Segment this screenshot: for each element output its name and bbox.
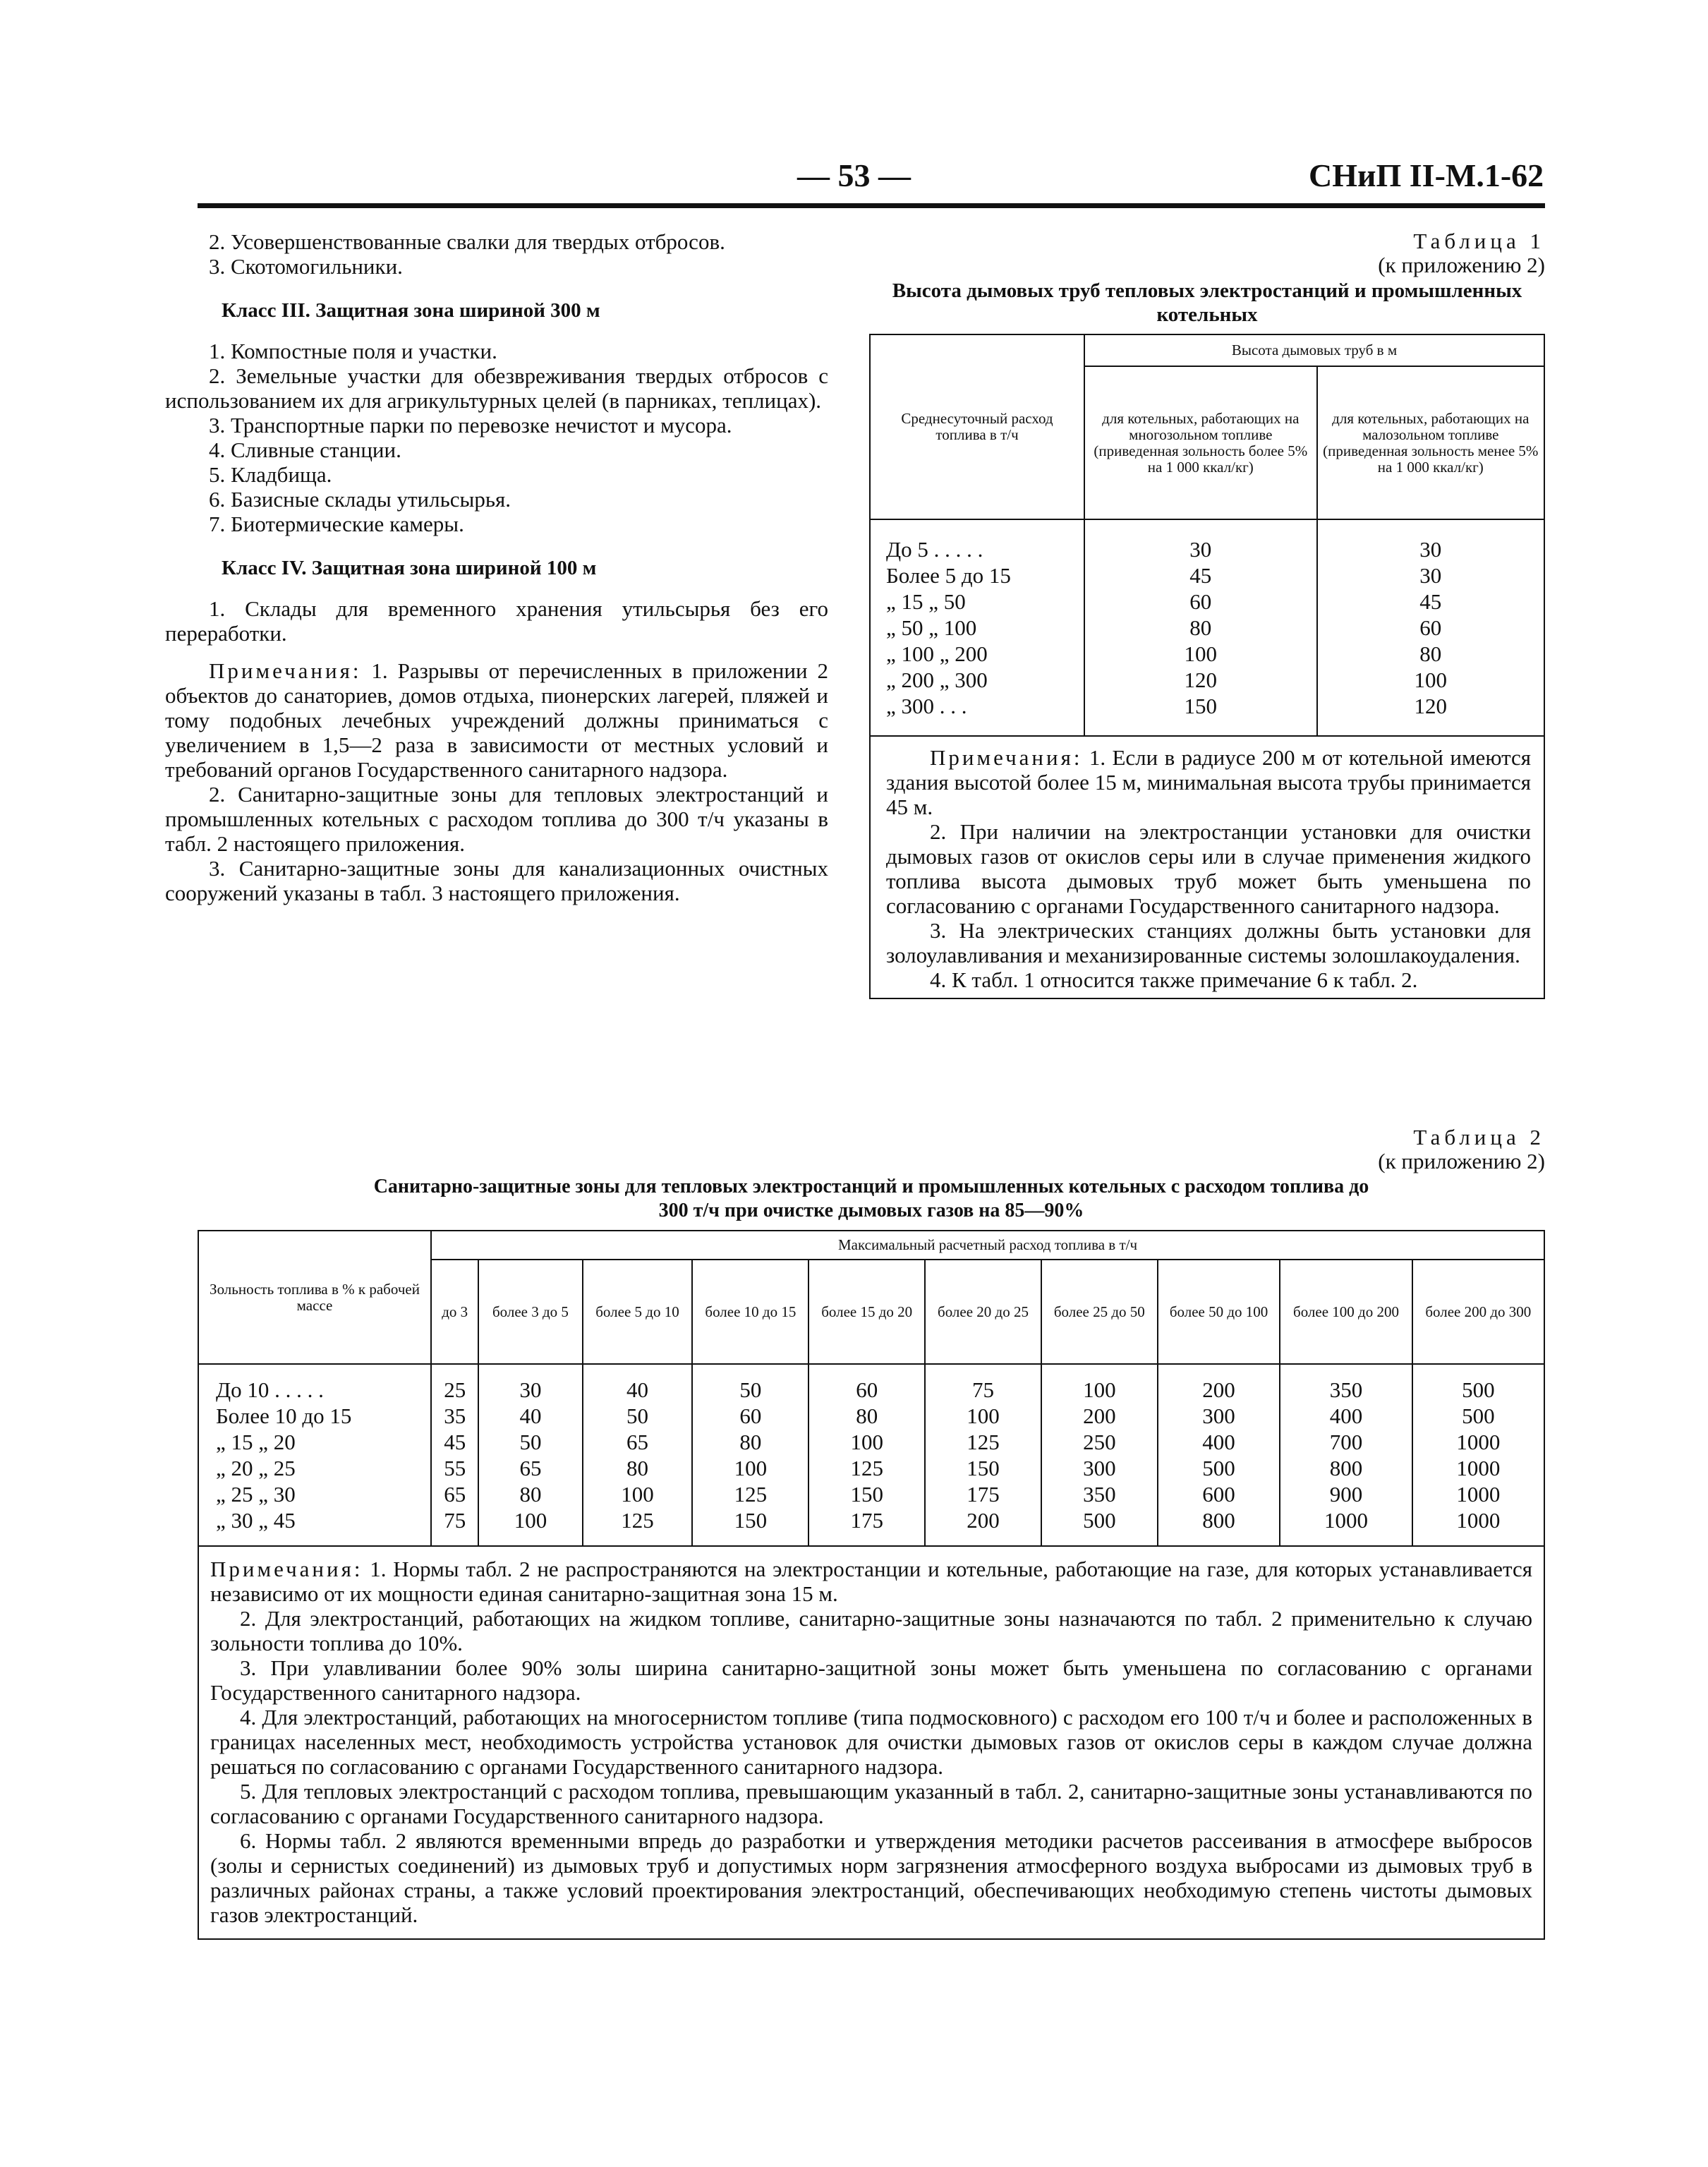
row-label: „ 300 . . .: [870, 693, 1084, 736]
list-item: 1. Склады для временного хранения утильсырья без его переработки.: [165, 596, 828, 646]
header-rule: [198, 203, 1545, 208]
table-row: [870, 641, 1544, 667]
list-item: 2. Земельные участки для обезвреживания твердых отбросов с использованием их для агрикультурных целей (в парниках, теплицах).: [165, 363, 828, 413]
class3-title: Класс III. Защитная зона шириной 300 м: [222, 299, 600, 322]
note-text: 1. Если в радиусе 200 м от котельной имеются здания высотой более 15 м, минимальная высота трубы принимается 45 м.: [886, 745, 1532, 819]
table1-section: [869, 229, 1545, 999]
cell-value: 35: [431, 1403, 478, 1429]
table2-label: Таблица 2: [1413, 1125, 1545, 1149]
row-label: „ 20 „ 25: [198, 1455, 431, 1481]
cell-value: 125: [808, 1455, 925, 1481]
table2-title: [198, 1175, 1545, 1223]
cell-value: 175: [808, 1507, 925, 1546]
row-label: Более 5 до 15: [870, 562, 1084, 588]
cell-value: 60: [1084, 588, 1317, 615]
list-item: 3. Транспортные парки по перевозке нечистот и мусора.: [209, 413, 732, 437]
cell-value: 1000: [1280, 1507, 1412, 1546]
table-row: [198, 1507, 1544, 1546]
note-item: 3. При улавливании более 90% золы ширина санитарно-защитной зоны может быть уменьшена по согласованию с органами Государственного санитарного надзора.: [210, 1655, 1532, 1705]
table-row: [198, 1364, 1544, 1403]
cell-value: 900: [1280, 1481, 1412, 1507]
note-item: 4. Для электростанций, работающих на многосернистом топливе (типа подмосковного) с расходом его 100 т/ч и более и расположенных в границах населенных мест, необходимость устройства установок для очистки дымовых газов от окислов серы в каждом случае должна решаться по согласованию с органами Государственного санитарного надзора.: [210, 1705, 1532, 1779]
cell-value: 100: [1317, 667, 1544, 693]
table2-title-line2: 300 т/ч при очистке дымовых газов на 85—90%: [658, 1200, 1084, 1221]
table-row: [870, 519, 1544, 562]
column-header: более 5 до 10: [583, 1260, 693, 1364]
cell-value: 80: [808, 1403, 925, 1429]
cell-value: 65: [583, 1429, 693, 1455]
cell-value: 40: [583, 1364, 693, 1403]
cell-value: 400: [1280, 1403, 1412, 1429]
table2-col-group: Максимальный расчетный расход топлива в т/ч: [431, 1231, 1544, 1260]
table1-title: Высота дымовых труб тепловых электростанций и промышленных котельных: [892, 279, 1522, 326]
table1: [869, 334, 1545, 999]
list-item: 7. Биотермические камеры.: [209, 512, 464, 536]
table1-row-header: Среднесуточный расход топлива в т/ч: [870, 334, 1084, 519]
cell-value: 600: [1158, 1481, 1280, 1507]
cell-value: 1000: [1412, 1481, 1544, 1507]
cell-value: 1000: [1412, 1507, 1544, 1546]
cell-value: 300: [1158, 1403, 1280, 1429]
table2-row-header: Зольность топлива в % к рабочей массе: [198, 1231, 431, 1364]
notes-label: Примечания:: [930, 745, 1083, 770]
list-item: 2. Усовершенствованные свалки для твердых отбросов.: [209, 229, 725, 254]
column-header: более 50 до 100: [1158, 1260, 1280, 1364]
note-item: 2. Санитарно-защитные зоны для тепловых электростанций и промышленных котельных с расходом топлива до 300 т/ч указаны в табл. 2 настоящего приложения.: [165, 782, 828, 856]
note-item: [210, 1557, 1532, 1606]
column-header: более 20 до 25: [925, 1260, 1041, 1364]
cell-value: 100: [925, 1403, 1041, 1429]
table-row: [870, 562, 1544, 588]
cell-value: 300: [1041, 1455, 1158, 1481]
cell-value: 800: [1158, 1507, 1280, 1546]
cell-value: 120: [1084, 667, 1317, 693]
table1-col-a: для котельных, работающих на многозольном топливе (приведенная зольность более 5% на 1 000 ккал/кг): [1084, 366, 1317, 519]
cell-value: 75: [925, 1364, 1041, 1403]
note-item: 4. К табл. 1 относится также примечание 6 к табл. 2.: [930, 967, 1418, 992]
column-header: более 10 до 15: [692, 1260, 808, 1364]
cell-value: 50: [478, 1429, 582, 1455]
cell-value: 125: [583, 1507, 693, 1546]
cell-value: 80: [1084, 615, 1317, 641]
cell-value: 200: [925, 1507, 1041, 1546]
cell-value: 150: [692, 1507, 808, 1546]
cell-value: 800: [1280, 1455, 1412, 1481]
table1-ref: (к приложению 2): [1378, 253, 1545, 277]
note-item: 5. Для тепловых электростанций с расходом топлива, превышающим указанный в табл. 2, санитарно-защитные зоны устанавливаются по согласованию с органами Государственного санитарного надзора.: [210, 1779, 1532, 1828]
row-label: „ 200 „ 300: [870, 667, 1084, 693]
table1-col-b: для котельных, работающих на малозольном топливе (приведенная зольность менее 5% на 1 000 ккал/кг): [1317, 366, 1544, 519]
cell-value: 200: [1158, 1364, 1280, 1403]
row-label: До 5 . . . . .: [870, 519, 1084, 562]
table-row: [198, 1455, 1544, 1481]
table-row: [198, 1481, 1544, 1507]
column-header: более 200 до 300: [1412, 1260, 1544, 1364]
cell-value: 500: [1412, 1403, 1544, 1429]
cell-value: 100: [692, 1455, 808, 1481]
note-text: 1. Разрывы от перечисленных в приложении 2 объектов до санаториев, домов отдыха, пионерских лагерей, пляжей и тому подобных лечебных учреждений должны приниматься с увеличением в 1,5—2 раза в зависимости от местных условий и требований органов Государственного санитарного надзора.: [165, 658, 829, 782]
cell-value: 60: [808, 1364, 925, 1403]
cell-value: 80: [1317, 641, 1544, 667]
table2-ref: (к приложению 2): [1378, 1149, 1545, 1173]
cell-value: 80: [478, 1481, 582, 1507]
cell-value: 500: [1041, 1507, 1158, 1546]
column-header: более 15 до 20: [808, 1260, 925, 1364]
table2-section: [198, 1125, 1545, 1940]
notes-label: Примечания:: [209, 658, 362, 683]
table-row: [198, 1403, 1544, 1429]
document-code: СНиП II-М.1-62: [1309, 157, 1544, 193]
cell-value: 100: [478, 1507, 582, 1546]
cell-value: 65: [478, 1455, 582, 1481]
list-item: 1. Компостные поля и участки.: [209, 339, 497, 363]
class4-title: Класс IV. Защитная зона шириной 100 м: [222, 557, 597, 579]
cell-value: 30: [1317, 562, 1544, 588]
cell-value: 125: [925, 1429, 1041, 1455]
row-label: „ 25 „ 30: [198, 1481, 431, 1507]
note-item: [165, 658, 828, 782]
cell-value: 60: [692, 1403, 808, 1429]
list-item: 5. Кладбища.: [209, 462, 332, 487]
cell-value: 30: [478, 1364, 582, 1403]
row-label: Более 10 до 15: [198, 1403, 431, 1429]
column-header: более 100 до 200: [1280, 1260, 1412, 1364]
table-row: [870, 615, 1544, 641]
cell-value: 25: [431, 1364, 478, 1403]
row-label: До 10 . . . . .: [198, 1364, 431, 1403]
cell-value: 100: [1084, 641, 1317, 667]
cell-value: 250: [1041, 1429, 1158, 1455]
note-item: 2. При наличии на электростанции установки для очистки дымовых газов от окислов серы или в случае применения жидкого топлива высота дымовых труб может быть уменьшена по согласованию с органами Государственного санитарного надзора.: [886, 819, 1531, 918]
cell-value: 75: [431, 1507, 478, 1546]
cell-value: 45: [1084, 562, 1317, 588]
cell-value: 100: [1041, 1364, 1158, 1403]
column-header: более 3 до 5: [478, 1260, 582, 1364]
cell-value: 700: [1280, 1429, 1412, 1455]
table1-label: Таблица 1: [1413, 229, 1545, 253]
cell-value: 200: [1041, 1403, 1158, 1429]
cell-value: 500: [1158, 1455, 1280, 1481]
cell-value: 50: [583, 1403, 693, 1429]
page-number: — 53 —: [797, 157, 911, 193]
note-item: 3. На электрических станциях должны быть установки для золоулавливания и механизированные системы золошлакоудаления.: [886, 918, 1531, 967]
cell-value: 125: [692, 1481, 808, 1507]
cell-value: 100: [583, 1481, 693, 1507]
cell-value: 400: [1158, 1429, 1280, 1455]
table1-col-group: Высота дымовых труб в м: [1084, 334, 1544, 366]
note-item: 3. Санитарно-защитные зоны для канализационных очистных сооружений указаны в табл. 3 настоящего приложения.: [165, 856, 828, 905]
cell-value: 50: [692, 1364, 808, 1403]
cell-value: 80: [583, 1455, 693, 1481]
row-label: „ 15 „ 20: [198, 1429, 431, 1455]
table-row: [870, 588, 1544, 615]
cell-value: 45: [1317, 588, 1544, 615]
table-row: [870, 693, 1544, 736]
row-label: „ 50 „ 100: [870, 615, 1084, 641]
row-label: „ 30 „ 45: [198, 1507, 431, 1546]
column-header: до 3: [431, 1260, 478, 1364]
cell-value: 1000: [1412, 1455, 1544, 1481]
table2: [198, 1230, 1545, 1940]
cell-value: 65: [431, 1481, 478, 1507]
note-item: 6. Нормы табл. 2 являются временными впредь до разработки и утверждения методики расчетов рассеивания в атмосфере выбросов (золы и сернистых соединений) из дымовых труб и допустимых норм загрязнения атмосферного воздуха выбросами из дымовых труб в различных районах страны, а также условий проектирования электростанций, обеспечивающих необходимую степень чистоты дымовых газов электростанций.: [210, 1828, 1532, 1927]
table2-title-line1: Санитарно-защитные зоны для тепловых электростанций и промышленных котельных с расходом топлива до: [373, 1176, 1369, 1197]
note-item: 2. Для электростанций, работающих на жидком топливе, санитарно-защитные зоны назначаются по табл. 2 применительно к случаю зольности топлива до 10%.: [210, 1606, 1532, 1655]
cell-value: 150: [925, 1455, 1041, 1481]
cell-value: 500: [1412, 1364, 1544, 1403]
note-item: [886, 745, 1531, 819]
cell-value: 350: [1280, 1364, 1412, 1403]
cell-value: 40: [478, 1403, 582, 1429]
cell-value: 175: [925, 1481, 1041, 1507]
cell-value: 350: [1041, 1481, 1158, 1507]
list-item: 6. Базисные склады утильсырья.: [209, 487, 511, 512]
column-header: более 25 до 50: [1041, 1260, 1158, 1364]
cell-value: 150: [1084, 693, 1317, 736]
cell-value: 100: [808, 1429, 925, 1455]
cell-value: 30: [1317, 519, 1544, 562]
cell-value: 55: [431, 1455, 478, 1481]
row-label: „ 100 „ 200: [870, 641, 1084, 667]
cell-value: 60: [1317, 615, 1544, 641]
cell-value: 120: [1317, 693, 1544, 736]
row-label: „ 15 „ 50: [870, 588, 1084, 615]
cell-value: 45: [431, 1429, 478, 1455]
notes-label: Примечания:: [210, 1557, 363, 1581]
list-item: 3. Скотомогильники.: [209, 254, 403, 279]
cell-value: 150: [808, 1481, 925, 1507]
cell-value: 1000: [1412, 1429, 1544, 1455]
list-item: 4. Сливные станции.: [209, 437, 401, 462]
table-row: [870, 667, 1544, 693]
cell-value: 80: [692, 1429, 808, 1455]
left-column: [165, 229, 828, 905]
cell-value: 30: [1084, 519, 1317, 562]
note-text: 1. Нормы табл. 2 не распространяются на электростанции и котельные, работающие на газе, для которых устанавливается независимо от их мощности единая санитарно-защитная зона 15 м.: [210, 1557, 1532, 1606]
table-row: [198, 1429, 1544, 1455]
